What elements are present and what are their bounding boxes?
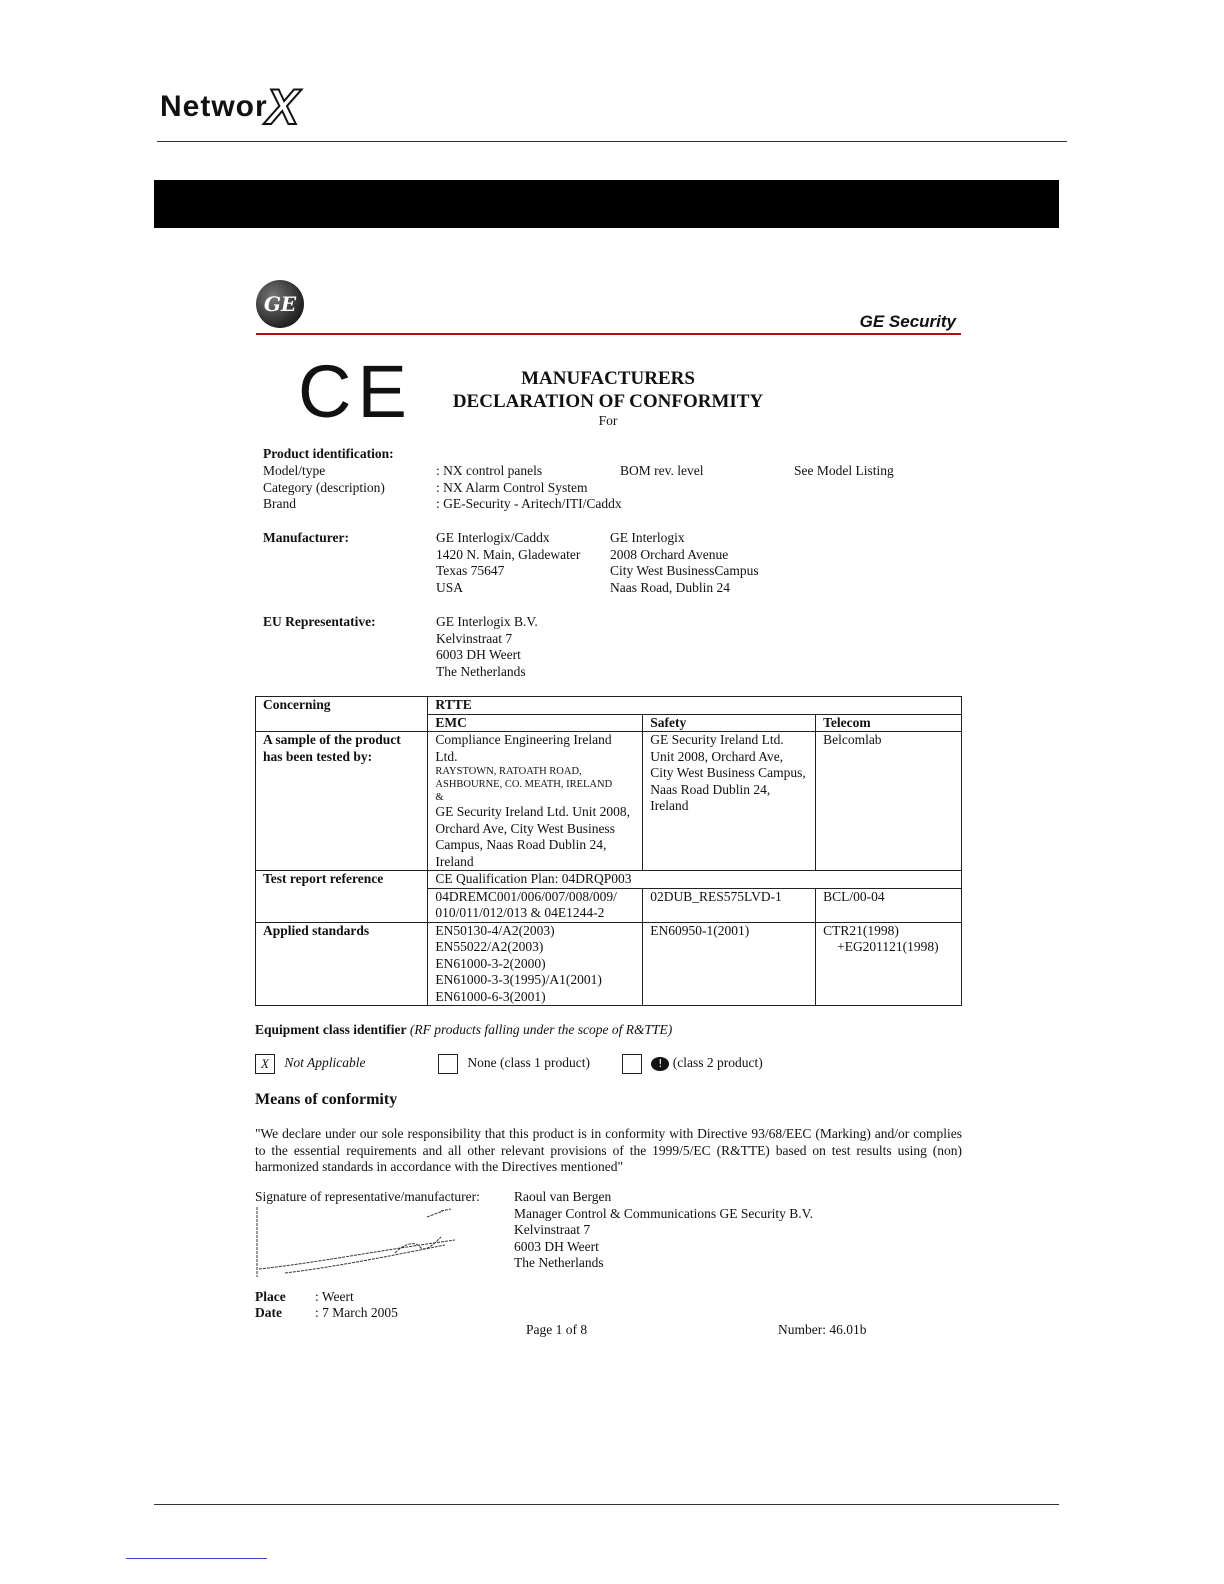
eu-rep-label: EU Representative: [263,614,376,629]
table-row [256,697,962,715]
date-value: : 7 March 2005 [315,1305,398,1320]
option-class1 [438,1054,590,1074]
date-label: Date [255,1305,282,1320]
means-text: "We declare under our sole responsibility that this product is in conformity with Directive 93/68/EEC (Marking) and/or complies to the essential requirements and all other relevant provisions of the 1999/5/EC (R&TTE) based on test results using (non) harmonized standards in accordance with the Directives mentioned" [255,1126,962,1174]
emc-lab-1: Compliance Engineering Ireland Ltd. [435,732,612,764]
signatory-details [514,1189,813,1272]
emc-ref: 04DREMC001/006/007/008/009/ 010/011/012/013 & 04E1244-2 [428,888,643,922]
signatory-line: 6003 DH Weert [514,1238,599,1254]
address-line: 1420 N. Main, Gladewater [436,546,581,562]
table-row [256,922,962,1006]
address-line: The Netherlands [436,663,526,679]
equipment-label: Equipment class identifier [255,1022,407,1037]
standard-item: EN55022/A2(2003) [435,939,544,954]
eu-rep-address [436,614,538,680]
emc-standards [428,922,643,1006]
emc-lab-2: GE Security Ireland Ltd. Unit 2008, Orchard Ave, City West Business Campus, Naas Road Dublin 24, Ireland [435,804,631,869]
concerning-header: Concerning [256,697,428,732]
signatory-line: The Netherlands [514,1255,604,1270]
option-class2 [622,1054,763,1074]
doc-title-line1: MANUFACTURERS [521,368,695,389]
standard-item: EN50130-4/A2(2003) [435,922,555,938]
means-heading: Means of conformity [255,1091,398,1108]
ce-mark-text: CE [298,350,413,433]
standard-item: EN61000-6-3(2001) [435,988,546,1004]
emc-amp: & [435,792,444,803]
address-line: 2008 Orchard Avenue [610,546,729,562]
ge-security-label: GE Security [859,312,956,331]
conformity-table [255,696,962,1006]
qual-plan: CE Qualification Plan: 04DRQP003 [428,871,962,889]
logo-text: Networ [160,90,268,123]
product-heading: Product identification: [263,446,394,461]
telecom-standards [816,922,962,1006]
place-value: : Weert [315,1289,354,1304]
model-value: : NX control panels [436,463,543,478]
category-value: : NX Alarm Control System [436,480,588,495]
address-line: 6003 DH Weert [436,647,521,662]
option-not-applicable [255,1054,366,1074]
bom-label: BOM rev. level [620,463,704,478]
header-rule [157,141,1067,142]
address-line: City West BusinessCampus [610,563,759,578]
ge-monogram: GE [263,292,297,316]
model-label: Model/type [263,463,326,478]
safety-lab: GE Security Ireland Ltd. Unit 2008, Orchard Ave, City West Business Campus, Naas Road Dublin 24, Ireland [643,732,816,871]
signatory-line: Manager Control & Communications GE Security B.V. [514,1205,813,1221]
checkbox-class2[interactable] [622,1054,642,1074]
standard-item: +EG201121(1998) [837,939,939,954]
option-not-applicable-label: Not Applicable [284,1055,366,1071]
manufacturer-address-1 [436,530,580,596]
red-rule [256,333,961,335]
safety-header: Safety [643,714,816,732]
standard-item: CTR21(1998) [823,922,899,938]
address-line: Texas 75647 [436,563,505,578]
category-label: Category (description) [263,480,385,495]
doc-title-for: For [598,413,618,428]
safety-standard: EN60950-1(2001) [643,922,816,1006]
address-line: Kelvinstraat 7 [436,630,513,646]
standard-item: EN61000-3-2(2000) [435,955,546,971]
place-label: Place [255,1289,286,1304]
alert-sign-icon: ! [651,1057,669,1071]
sample-label: A sample of the product has been tested by: [256,732,428,871]
telecom-ref: BCL/00-04 [816,888,962,922]
footer-rule [154,1504,1059,1505]
section-title-bar [154,180,1059,228]
logo-x-mark: X [265,79,301,135]
ce-mark-icon [298,350,413,433]
brand-label: Brand [263,496,296,511]
table-row [256,732,962,871]
emc-header: EMC [428,714,643,732]
equipment-class [255,1022,672,1039]
emc-lab-1-address: RAYSTOWN, RATOATH ROAD, ASHBOURNE, CO. MEATH, IRELAND [435,766,613,790]
checkbox-not-applicable[interactable]: X [255,1054,275,1074]
signatory-line: Raoul van Bergen [514,1189,612,1204]
emc-labs-cell [428,732,643,871]
footnote-rule [126,1558,267,1559]
signature-scribble [255,1205,460,1283]
page-number: Page 1 of 8 [526,1322,588,1337]
standards-label: Applied standards [256,922,428,1006]
address-line: GE Interlogix/Caddx [436,530,550,545]
manufacturer-address-2 [610,530,759,596]
telecom-lab: Belcomlab [816,732,962,871]
address-line: Naas Road, Dublin 24 [610,579,730,595]
option-class2-label: (class 2 product) [672,1055,763,1071]
doc-title-line2: DECLARATION OF CONFORMITY [452,391,764,412]
ge-logo-icon [256,280,304,328]
networx-logo [160,70,301,135]
manufacturer-label: Manufacturer: [263,530,349,545]
safety-ref: 02DUB_RES575LVD-1 [643,888,816,922]
telecom-header: Telecom [816,714,962,732]
address-line: USA [436,579,464,595]
standard-item: EN61000-3-3(1995)/A1(2001) [435,972,602,987]
bom-value: See Model Listing [794,463,894,478]
brand-value: : GE-Security - Aritech/ITI/Caddx [436,496,622,511]
equipment-note: (RF products falling under the scope of R&TTE) [409,1022,673,1037]
signatory-line: Kelvinstraat 7 [514,1222,591,1237]
signature-label: Signature of representative/manufacturer: [255,1189,480,1204]
document-number: Number: 46.01b [778,1322,867,1337]
test-ref-label: Test report reference [256,871,428,923]
option-class1-label: None (class 1 product) [467,1055,590,1071]
rtte-header: RTTE [428,697,962,715]
table-row [256,871,962,889]
address-line: GE Interlogix B.V. [436,614,538,629]
checkbox-class1[interactable] [438,1054,458,1074]
address-line: GE Interlogix [610,530,685,545]
